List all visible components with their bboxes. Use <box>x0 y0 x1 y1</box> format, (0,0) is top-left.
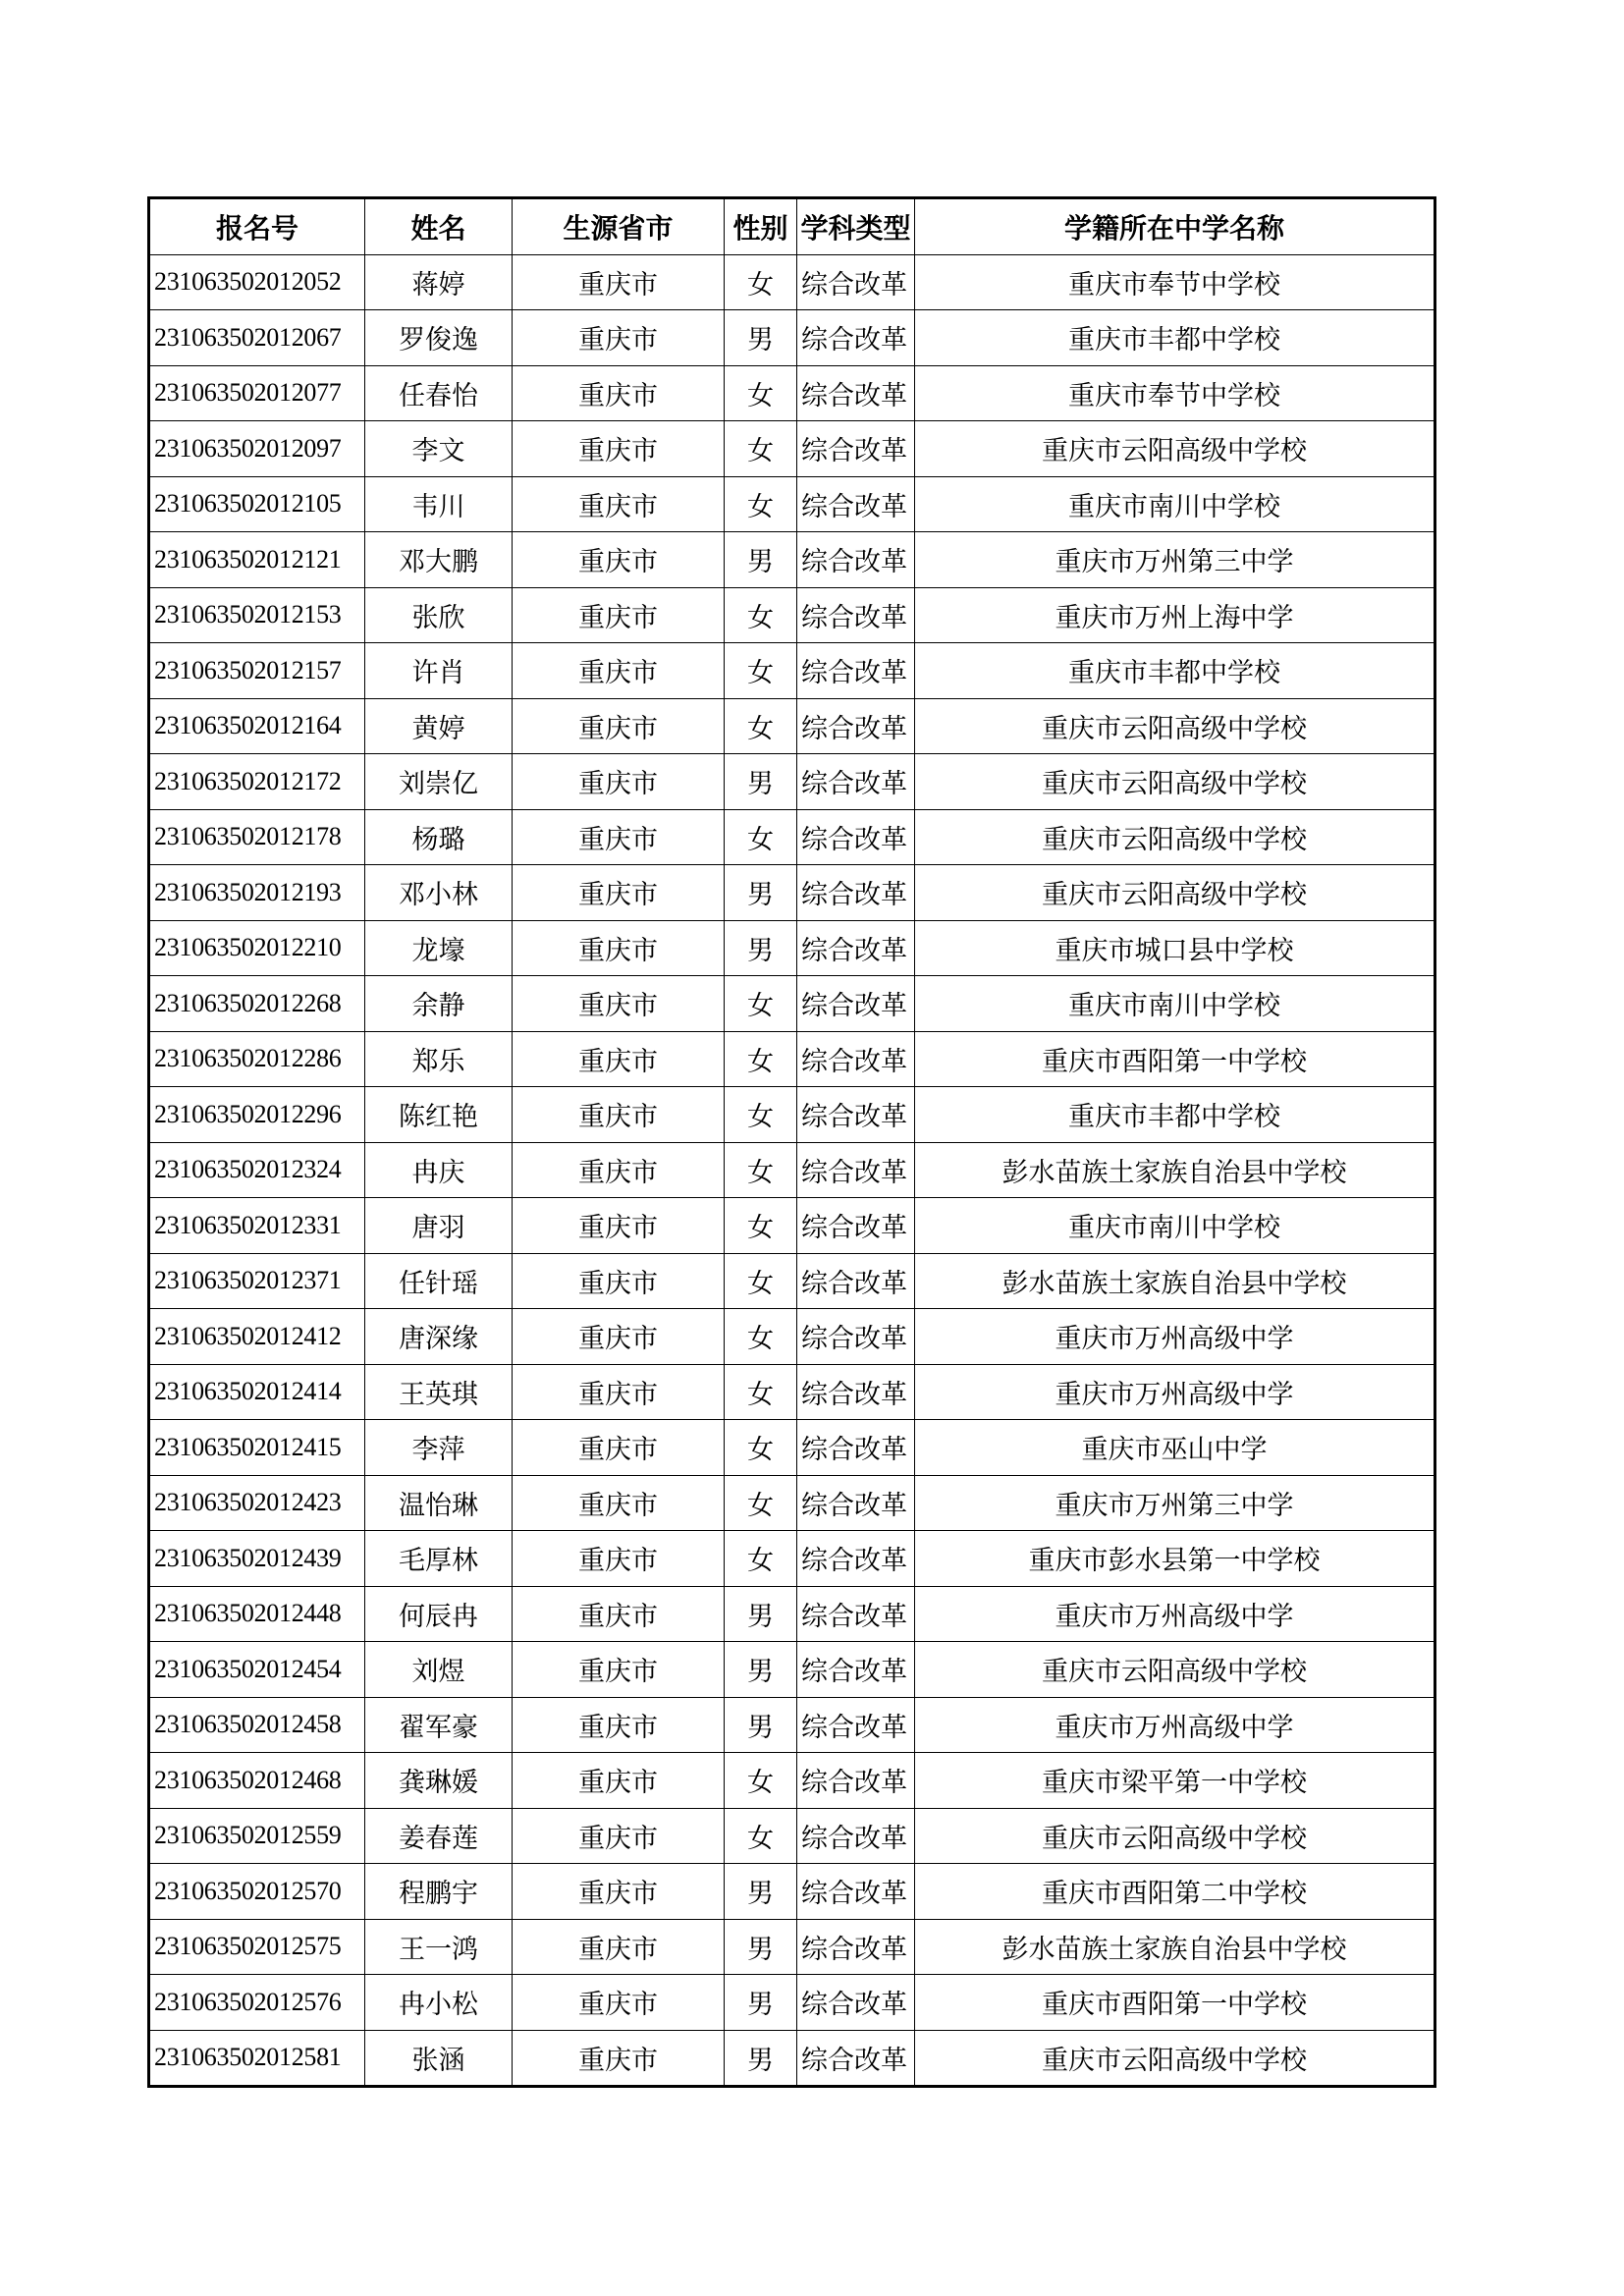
gender-cell: 男 <box>725 920 797 976</box>
name-cell: 罗俊逸 <box>365 310 513 366</box>
header-registration-number: 报名号 <box>149 198 365 255</box>
gender-cell: 女 <box>725 1364 797 1420</box>
origin-province-cell: 重庆市 <box>513 1198 725 1254</box>
table-row <box>149 1475 1435 1531</box>
name-cell: 刘煜 <box>365 1642 513 1698</box>
origin-province-cell: 重庆市 <box>513 1642 725 1698</box>
table-row <box>149 865 1435 921</box>
subject-type-cell: 综合改革 <box>797 698 915 754</box>
name-cell: 毛厚林 <box>365 1531 513 1587</box>
school-name-cell: 重庆市彭水县第一中学校 <box>915 1531 1435 1587</box>
registration-number-cell: 231063502012468 <box>149 1753 365 1809</box>
name-cell: 刘崇亿 <box>365 754 513 810</box>
subject-type-cell: 综合改革 <box>797 1309 915 1365</box>
registration-number-cell: 231063502012193 <box>149 865 365 921</box>
registration-number-cell: 231063502012105 <box>149 476 365 532</box>
origin-province-cell: 重庆市 <box>513 532 725 588</box>
origin-province-cell: 重庆市 <box>513 1031 725 1087</box>
origin-province-cell: 重庆市 <box>513 310 725 366</box>
gender-cell: 女 <box>725 698 797 754</box>
subject-type-cell: 综合改革 <box>797 1475 915 1531</box>
gender-cell: 女 <box>725 643 797 699</box>
school-name-cell: 重庆市丰都中学校 <box>915 310 1435 366</box>
name-cell: 韦川 <box>365 476 513 532</box>
name-cell: 温怡琳 <box>365 1475 513 1531</box>
name-cell: 王英琪 <box>365 1364 513 1420</box>
subject-type-cell: 综合改革 <box>797 1364 915 1420</box>
subject-type-cell: 综合改革 <box>797 532 915 588</box>
subject-type-cell: 综合改革 <box>797 254 915 310</box>
name-cell: 蒋婷 <box>365 254 513 310</box>
gender-cell: 男 <box>725 310 797 366</box>
subject-type-cell: 综合改革 <box>797 1642 915 1698</box>
table-row <box>149 1031 1435 1087</box>
table-row <box>149 1420 1435 1476</box>
origin-province-cell: 重庆市 <box>513 976 725 1032</box>
subject-type-cell: 综合改革 <box>797 1531 915 1587</box>
header-school-name: 学籍所在中学名称 <box>915 198 1435 255</box>
gender-cell: 男 <box>725 1975 797 2031</box>
registration-number-cell: 231063502012157 <box>149 643 365 699</box>
subject-type-cell: 综合改革 <box>797 421 915 477</box>
origin-province-cell: 重庆市 <box>513 365 725 421</box>
school-name-cell: 重庆市万州上海中学 <box>915 587 1435 643</box>
school-name-cell: 重庆市云阳高级中学校 <box>915 754 1435 810</box>
table-row <box>149 809 1435 865</box>
table-row <box>149 1919 1435 1975</box>
registration-number-cell: 231063502012067 <box>149 310 365 366</box>
gender-cell: 女 <box>725 1253 797 1309</box>
subject-type-cell: 综合改革 <box>797 976 915 1032</box>
origin-province-cell: 重庆市 <box>513 1753 725 1809</box>
name-cell: 黄婷 <box>365 698 513 754</box>
registration-number-cell: 231063502012576 <box>149 1975 365 2031</box>
gender-cell: 男 <box>725 754 797 810</box>
table-row <box>149 1808 1435 1864</box>
name-cell: 张欣 <box>365 587 513 643</box>
registration-number-cell: 231063502012570 <box>149 1864 365 1920</box>
table-row <box>149 476 1435 532</box>
origin-province-cell: 重庆市 <box>513 1864 725 1920</box>
school-name-cell: 重庆市云阳高级中学校 <box>915 1642 1435 1698</box>
school-name-cell: 重庆市酉阳第一中学校 <box>915 1975 1435 2031</box>
school-name-cell: 重庆市云阳高级中学校 <box>915 698 1435 754</box>
origin-province-cell: 重庆市 <box>513 754 725 810</box>
table-row <box>149 310 1435 366</box>
school-name-cell: 重庆市云阳高级中学校 <box>915 421 1435 477</box>
gender-cell: 男 <box>725 1864 797 1920</box>
registration-number-cell: 231063502012153 <box>149 587 365 643</box>
gender-cell: 男 <box>725 1642 797 1698</box>
table-row <box>149 2030 1435 2087</box>
subject-type-cell: 综合改革 <box>797 1198 915 1254</box>
subject-type-cell: 综合改革 <box>797 643 915 699</box>
name-cell: 唐羽 <box>365 1198 513 1254</box>
table-row <box>149 421 1435 477</box>
origin-province-cell: 重庆市 <box>513 421 725 477</box>
header-origin-province: 生源省市 <box>513 198 725 255</box>
name-cell: 冉小松 <box>365 1975 513 2031</box>
origin-province-cell: 重庆市 <box>513 643 725 699</box>
origin-province-cell: 重庆市 <box>513 698 725 754</box>
gender-cell: 男 <box>725 532 797 588</box>
gender-cell: 女 <box>725 1808 797 1864</box>
school-name-cell: 重庆市云阳高级中学校 <box>915 2030 1435 2087</box>
registration-number-cell: 231063502012268 <box>149 976 365 1032</box>
name-cell: 余静 <box>365 976 513 1032</box>
name-cell: 李萍 <box>365 1420 513 1476</box>
table-row <box>149 1753 1435 1809</box>
table-row <box>149 698 1435 754</box>
header-name: 姓名 <box>365 198 513 255</box>
origin-province-cell: 重庆市 <box>513 1697 725 1753</box>
gender-cell: 女 <box>725 1531 797 1587</box>
registration-number-cell: 231063502012575 <box>149 1919 365 1975</box>
school-name-cell: 重庆市酉阳第二中学校 <box>915 1864 1435 1920</box>
roster-body <box>149 254 1435 2087</box>
school-name-cell: 重庆市万州高级中学 <box>915 1697 1435 1753</box>
admission-roster-table <box>147 196 1436 2088</box>
name-cell: 邓小林 <box>365 865 513 921</box>
name-cell: 陈红艳 <box>365 1087 513 1143</box>
table-row <box>149 1142 1435 1198</box>
origin-province-cell: 重庆市 <box>513 1309 725 1365</box>
school-name-cell: 重庆市云阳高级中学校 <box>915 865 1435 921</box>
school-name-cell: 重庆市巫山中学 <box>915 1420 1435 1476</box>
table-row <box>149 754 1435 810</box>
origin-province-cell: 重庆市 <box>513 865 725 921</box>
header-subject-type: 学科类型 <box>797 198 915 255</box>
gender-cell: 女 <box>725 1753 797 1809</box>
school-name-cell: 彭水苗族土家族自治县中学校 <box>915 1142 1435 1198</box>
table-row <box>149 1642 1435 1698</box>
table-row <box>149 532 1435 588</box>
subject-type-cell: 综合改革 <box>797 1864 915 1920</box>
gender-cell: 女 <box>725 476 797 532</box>
subject-type-cell: 综合改革 <box>797 310 915 366</box>
gender-cell: 女 <box>725 1420 797 1476</box>
registration-number-cell: 231063502012371 <box>149 1253 365 1309</box>
school-name-cell: 重庆市南川中学校 <box>915 976 1435 1032</box>
origin-province-cell: 重庆市 <box>513 1919 725 1975</box>
table-row <box>149 254 1435 310</box>
origin-province-cell: 重庆市 <box>513 1975 725 2031</box>
registration-number-cell: 231063502012077 <box>149 365 365 421</box>
school-name-cell: 重庆市万州高级中学 <box>915 1364 1435 1420</box>
gender-cell: 女 <box>725 1031 797 1087</box>
header-gender: 性别 <box>725 198 797 255</box>
origin-province-cell: 重庆市 <box>513 1142 725 1198</box>
name-cell: 郑乐 <box>365 1031 513 1087</box>
school-name-cell: 彭水苗族土家族自治县中学校 <box>915 1253 1435 1309</box>
registration-number-cell: 231063502012331 <box>149 1198 365 1254</box>
name-cell: 何辰冉 <box>365 1586 513 1642</box>
name-cell: 许肖 <box>365 643 513 699</box>
table-row <box>149 1364 1435 1420</box>
subject-type-cell: 综合改革 <box>797 365 915 421</box>
subject-type-cell: 综合改革 <box>797 1697 915 1753</box>
origin-province-cell: 重庆市 <box>513 2030 725 2087</box>
school-name-cell: 重庆市云阳高级中学校 <box>915 1808 1435 1864</box>
registration-number-cell: 231063502012581 <box>149 2030 365 2087</box>
subject-type-cell: 综合改革 <box>797 754 915 810</box>
registration-number-cell: 231063502012559 <box>149 1808 365 1864</box>
origin-province-cell: 重庆市 <box>513 1364 725 1420</box>
gender-cell: 女 <box>725 421 797 477</box>
gender-cell: 男 <box>725 2030 797 2087</box>
origin-province-cell: 重庆市 <box>513 920 725 976</box>
name-cell: 龙壕 <box>365 920 513 976</box>
subject-type-cell: 综合改革 <box>797 1586 915 1642</box>
name-cell: 程鹏宇 <box>365 1864 513 1920</box>
registration-number-cell: 231063502012178 <box>149 809 365 865</box>
table-row <box>149 1198 1435 1254</box>
origin-province-cell: 重庆市 <box>513 476 725 532</box>
registration-number-cell: 231063502012454 <box>149 1642 365 1698</box>
table-row <box>149 587 1435 643</box>
name-cell: 邓大鹏 <box>365 532 513 588</box>
subject-type-cell: 综合改革 <box>797 809 915 865</box>
gender-cell: 男 <box>725 1919 797 1975</box>
school-name-cell: 重庆市城口县中学校 <box>915 920 1435 976</box>
gender-cell: 女 <box>725 1309 797 1365</box>
name-cell: 张涵 <box>365 2030 513 2087</box>
origin-province-cell: 重庆市 <box>513 587 725 643</box>
table-row <box>149 1309 1435 1365</box>
origin-province-cell: 重庆市 <box>513 1531 725 1587</box>
subject-type-cell: 综合改革 <box>797 1753 915 1809</box>
registration-number-cell: 231063502012210 <box>149 920 365 976</box>
subject-type-cell: 综合改革 <box>797 865 915 921</box>
name-cell: 李文 <box>365 421 513 477</box>
table-row <box>149 1253 1435 1309</box>
gender-cell: 男 <box>725 1697 797 1753</box>
gender-cell: 女 <box>725 587 797 643</box>
registration-number-cell: 231063502012448 <box>149 1586 365 1642</box>
name-cell: 龚琳媛 <box>365 1753 513 1809</box>
registration-number-cell: 231063502012415 <box>149 1420 365 1476</box>
school-name-cell: 重庆市酉阳第一中学校 <box>915 1031 1435 1087</box>
school-name-cell: 彭水苗族土家族自治县中学校 <box>915 1919 1435 1975</box>
name-cell: 翟军豪 <box>365 1697 513 1753</box>
table-row <box>149 643 1435 699</box>
subject-type-cell: 综合改革 <box>797 1420 915 1476</box>
subject-type-cell: 综合改革 <box>797 1253 915 1309</box>
origin-province-cell: 重庆市 <box>513 1475 725 1531</box>
table-row <box>149 1586 1435 1642</box>
origin-province-cell: 重庆市 <box>513 1253 725 1309</box>
gender-cell: 女 <box>725 1142 797 1198</box>
origin-province-cell: 重庆市 <box>513 1586 725 1642</box>
gender-cell: 女 <box>725 254 797 310</box>
school-name-cell: 重庆市万州高级中学 <box>915 1309 1435 1365</box>
school-name-cell: 重庆市万州高级中学 <box>915 1586 1435 1642</box>
table-row <box>149 920 1435 976</box>
school-name-cell: 重庆市南川中学校 <box>915 476 1435 532</box>
registration-number-cell: 231063502012286 <box>149 1031 365 1087</box>
registration-number-cell: 231063502012172 <box>149 754 365 810</box>
school-name-cell: 重庆市奉节中学校 <box>915 365 1435 421</box>
name-cell: 王一鸿 <box>365 1919 513 1975</box>
table-row <box>149 976 1435 1032</box>
gender-cell: 女 <box>725 1087 797 1143</box>
table-row <box>149 1087 1435 1143</box>
registration-number-cell: 231063502012439 <box>149 1531 365 1587</box>
subject-type-cell: 综合改革 <box>797 1975 915 2031</box>
origin-province-cell: 重庆市 <box>513 809 725 865</box>
name-cell: 姜春莲 <box>365 1808 513 1864</box>
name-cell: 唐深缘 <box>365 1309 513 1365</box>
gender-cell: 女 <box>725 1198 797 1254</box>
origin-province-cell: 重庆市 <box>513 1087 725 1143</box>
gender-cell: 女 <box>725 976 797 1032</box>
gender-cell: 男 <box>725 1586 797 1642</box>
gender-cell: 女 <box>725 1475 797 1531</box>
registration-number-cell: 231063502012097 <box>149 421 365 477</box>
registration-number-cell: 231063502012164 <box>149 698 365 754</box>
gender-cell: 女 <box>725 809 797 865</box>
school-name-cell: 重庆市丰都中学校 <box>915 643 1435 699</box>
school-name-cell: 重庆市南川中学校 <box>915 1198 1435 1254</box>
school-name-cell: 重庆市奉节中学校 <box>915 254 1435 310</box>
school-name-cell: 重庆市梁平第一中学校 <box>915 1753 1435 1809</box>
name-cell: 冉庆 <box>365 1142 513 1198</box>
subject-type-cell: 综合改革 <box>797 587 915 643</box>
name-cell: 任春怡 <box>365 365 513 421</box>
origin-province-cell: 重庆市 <box>513 254 725 310</box>
origin-province-cell: 重庆市 <box>513 1808 725 1864</box>
header-row <box>149 198 1435 255</box>
registration-number-cell: 231063502012052 <box>149 254 365 310</box>
table-row <box>149 1975 1435 2031</box>
table-row <box>149 365 1435 421</box>
school-name-cell: 重庆市万州第三中学 <box>915 1475 1435 1531</box>
gender-cell: 男 <box>725 865 797 921</box>
subject-type-cell: 综合改革 <box>797 1808 915 1864</box>
origin-province-cell: 重庆市 <box>513 1420 725 1476</box>
subject-type-cell: 综合改革 <box>797 920 915 976</box>
registration-number-cell: 231063502012324 <box>149 1142 365 1198</box>
subject-type-cell: 综合改革 <box>797 2030 915 2087</box>
table-row <box>149 1697 1435 1753</box>
subject-type-cell: 综合改革 <box>797 1142 915 1198</box>
subject-type-cell: 综合改革 <box>797 1919 915 1975</box>
subject-type-cell: 综合改革 <box>797 1087 915 1143</box>
registration-number-cell: 231063502012423 <box>149 1475 365 1531</box>
registration-number-cell: 231063502012414 <box>149 1364 365 1420</box>
registration-number-cell: 231063502012458 <box>149 1697 365 1753</box>
gender-cell: 女 <box>725 365 797 421</box>
name-cell: 任针瑶 <box>365 1253 513 1309</box>
registration-number-cell: 231063502012412 <box>149 1309 365 1365</box>
subject-type-cell: 综合改革 <box>797 476 915 532</box>
school-name-cell: 重庆市云阳高级中学校 <box>915 809 1435 865</box>
name-cell: 杨璐 <box>365 809 513 865</box>
registration-number-cell: 231063502012121 <box>149 532 365 588</box>
subject-type-cell: 综合改革 <box>797 1031 915 1087</box>
registration-number-cell: 231063502012296 <box>149 1087 365 1143</box>
table-row <box>149 1531 1435 1587</box>
school-name-cell: 重庆市丰都中学校 <box>915 1087 1435 1143</box>
school-name-cell: 重庆市万州第三中学 <box>915 532 1435 588</box>
table-row <box>149 1864 1435 1920</box>
